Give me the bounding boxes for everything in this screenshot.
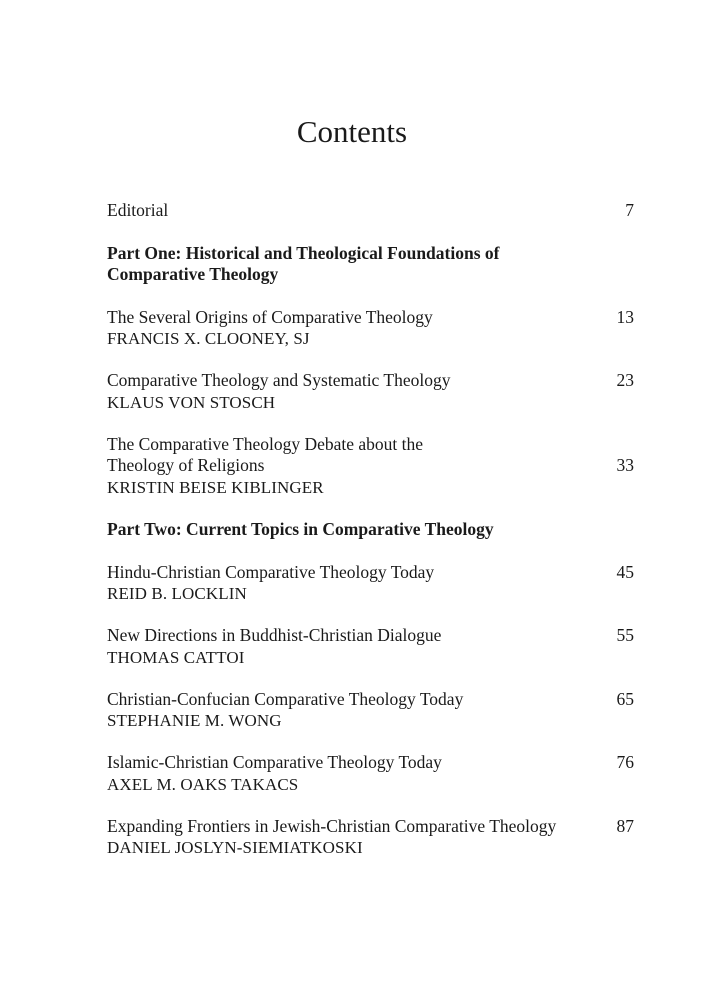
toc-entry-editorial[interactable]: [107, 200, 634, 222]
table-of-contents: [107, 200, 634, 859]
toc-row: [107, 752, 634, 774]
toc-page-number: 55: [616, 625, 634, 645]
toc-entry-title: Expanding Frontiers in Jewish-Christian Comparative Theology: [107, 815, 557, 836]
toc-entry-title: Islamic-Christian Comparative Theology Today: [107, 752, 442, 772]
toc-page-number: 65: [616, 688, 634, 709]
toc-entry-title: Comparative Theology and Systematic Theology: [107, 370, 451, 390]
page-title: Contents: [296, 114, 408, 149]
toc-entry-author: AXEL M. OAKS TAKACS: [107, 774, 299, 794]
toc-entry-title: Theology of Religions: [107, 455, 265, 475]
part-two-heading: Part Two: Current Topics in Comparative Theology: [107, 519, 494, 539]
toc-entry[interactable]: [107, 752, 634, 795]
toc-entry[interactable]: [107, 307, 634, 350]
toc-entry-author: DANIEL JOSLYN-SIEMIATKOSKI: [107, 838, 363, 857]
toc-entry[interactable]: [107, 434, 634, 499]
toc-row: [107, 200, 634, 222]
toc-row: [107, 625, 634, 647]
toc-page-number: 87: [616, 815, 634, 836]
toc-row: [107, 307, 634, 329]
toc-entry-title: Christian-Confucian Comparative Theology Today: [107, 688, 464, 709]
toc-entry-author: STEPHANIE M. WONG: [107, 711, 282, 730]
toc-row: [107, 370, 634, 392]
toc-page-number: 7: [625, 200, 634, 220]
toc-entry[interactable]: [107, 370, 634, 413]
toc-row: [107, 816, 634, 838]
toc-entry-author: FRANCIS X. CLOONEY, SJ: [107, 329, 310, 348]
toc-entry-title: The Several Origins of Comparative Theology: [107, 306, 433, 327]
toc-entry-title: New Directions in Buddhist-Christian Dialogue: [107, 625, 442, 645]
part-one-heading: [107, 243, 634, 286]
toc-entry[interactable]: [107, 625, 634, 668]
toc-page-number: 23: [616, 370, 634, 390]
toc-row: [107, 455, 634, 477]
toc-entry-author: THOMAS CATTOI: [107, 647, 245, 667]
toc-page-number: 33: [616, 455, 634, 475]
toc-entry-author: REID B. LOCKLIN: [107, 584, 247, 603]
part-heading-line: Comparative Theology: [107, 264, 279, 284]
toc-page-number: 76: [616, 752, 634, 772]
toc-page-number: 45: [616, 561, 634, 582]
toc-row: [107, 562, 634, 584]
toc-entry[interactable]: [107, 562, 634, 605]
toc-entry[interactable]: [107, 816, 634, 859]
toc-row: [107, 434, 634, 456]
toc-row: [107, 689, 634, 711]
toc-entry[interactable]: [107, 689, 634, 732]
part-heading-line: Part One: Historical and Theological Foundations of: [107, 242, 500, 263]
toc-entry-title: Editorial: [107, 200, 169, 220]
toc-page-number: 13: [616, 306, 634, 327]
toc-entry-author: KRISTIN BEISE KIBLINGER: [107, 477, 324, 497]
toc-entry-title: Hindu-Christian Comparative Theology Today: [107, 561, 435, 582]
toc-entry-title: The Comparative Theology Debate about the: [107, 433, 424, 454]
toc-entry-author: KLAUS VON STOSCH: [107, 392, 276, 412]
